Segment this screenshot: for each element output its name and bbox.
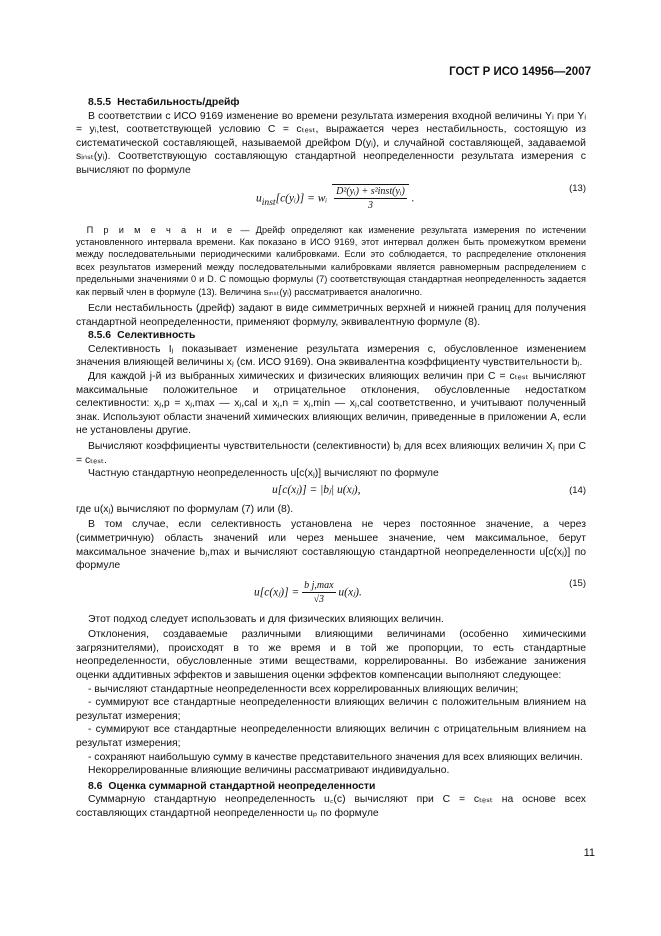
note <box>76 224 586 298</box>
section-heading-856 <box>76 329 586 343</box>
formula-expression <box>254 579 362 607</box>
fraction-denominator: √3 <box>313 594 325 606</box>
section-title: Селективность <box>117 330 196 342</box>
section-number: 8.6 <box>87 780 103 792</box>
fraction <box>334 185 407 213</box>
paragraph: Отклонения, создаваемые различными влияющими величинами (особенно химическими загрязнителями), происходят в то же время и в той же пропорции, то есть стандартные неопределенности, обусловленные этими веществами, коррелированны. Во избежание занижения оценки аддитивных эффектов и завышения оценки эффектов компенсации выполняют следующее: <box>76 629 586 682</box>
formula-lhs: u[c(xⱼ)] = <box>254 586 300 599</box>
formula-15 <box>76 575 586 609</box>
fraction <box>302 579 335 607</box>
section-heading-86 <box>76 780 586 794</box>
list-item: - вычисляют стандартные неопределенности всех коррелированных влияющих величин; <box>87 683 519 695</box>
fraction-numerator: b j,max <box>302 579 335 594</box>
list-item: - суммируют все стандартные неопределенности влияющих величин с положительным влиянием на результат измерения; <box>76 697 586 722</box>
paragraph: Этот подход следует использовать и для физических влияющих величин. <box>87 613 444 625</box>
fraction-denominator: 3 <box>367 200 373 212</box>
formula-expression <box>256 184 415 213</box>
equation-number: (14) <box>569 484 586 496</box>
note-label: П р и м е ч а н и е <box>86 224 235 235</box>
paragraph: Суммарную стандартную неопределенность u꜀(c) вычисляют при C = cₜₑₛₜ на основе всех составляющих стандартной неопределенности uₚ по формуле <box>76 794 586 819</box>
list-item: - сохраняют наибольшую сумму в качестве представительного значения для всех влияющих величин. <box>87 751 583 763</box>
paragraph: Частную стандартную неопределенность u[c(xⱼ)] вычисляют по формуле <box>87 468 439 480</box>
paragraph: Для каждой j-й из выбранных химических и физических влияющих величин при C = cₜₑₛₜ вычисляют максимальные положительное и отрицательное отклонения, обусловленные недостатком селективности: xⱼ,p = xⱼ,max — xⱼ,cal и xⱼ,n = xⱼ,min — xⱼ,cal соответственно, и учитывают полученный знак. Используют области значений химических влияющих величин, приведенные в приложении А, если не установлены другие. <box>76 370 586 437</box>
equation-number: (13) <box>569 182 586 194</box>
section-heading-855 <box>76 96 586 110</box>
section-number: 8.5.6 <box>87 330 112 342</box>
paragraph: Селективность Iⱼ показывает изменение результата измерения c, обусловленное изменением значения влияющей величины xⱼ (см. ИСО 9169). Она эквивалентна коэффициенту чувствительности bⱼ. <box>76 343 586 369</box>
sqrt-sign <box>332 184 409 213</box>
formula-lhs: u <box>256 192 262 205</box>
note-text: — Дрейф определяют как изменение результата измерения по истечении установленного интервала времени. Как показано в ИСО 9169, этот интервал должен быть промежутком времени между последовательными периодическими калибровками. Если это соблюдается, то распределение отклонения всех результатов измерений между последовательными калибровками является равномерным распределением с предельными значениями 0 и D. С помощью формулы (7) соответствующая стандартная неопределенность задается как первый член в формуле (13). Величина sᵢₙₛₜ(yᵢ) рассматривается аналогично. <box>76 224 586 297</box>
formula-lhs-tail: [c(yᵢ)] = wᵢ <box>275 192 328 205</box>
paragraph: В соответствии с ИСО 9169 изменение во времени результата измерения входной величины Yᵢ при Yᵢ = yᵢ,test, соответствующей условию C = cₜₑₛₜ, выражается через нестабильность, состоящую из систематической составляющей, называемой дрейфом D(yᵢ), и случайной составляющей, задаваемой sᵢₙₛₜ(yᵢ). Соответствующую составляющую стандартной неопределенности результата измерения c вычисляют по формуле <box>76 110 586 176</box>
section-number: 8.5.5 <box>87 97 112 108</box>
formula-lhs-sub: inst <box>261 196 276 208</box>
formula-13 <box>76 180 586 220</box>
paragraph: В том случае, если селективность установлена не через постоянное значение, а через (симметричную) область значений или через меньшее значение, чем максимальное, берут максимальное значение bⱼ,max и вычисляют составляющую стандартной неопределенности u[c(xⱼ)] по формуле <box>76 519 586 572</box>
document-body <box>76 96 586 821</box>
formula-tail: . <box>411 192 415 205</box>
formula-14 <box>76 482 586 500</box>
section-title: Оценка суммарной стандартной неопределенности <box>108 780 376 792</box>
paragraph: Если нестабильность (дрейф) задают в виде симметричных верхней и нижней границ для получения стандартной неопределенности, применяют формулу, эквивалентную формуле (8). <box>76 303 586 328</box>
list-item: - суммируют все стандартные неопределенности влияющих величин с отрицательным влиянием на результат измерения; <box>76 724 586 750</box>
paragraph: Вычисляют коэффициенты чувствительности (селективности) bⱼ для всех влияющих величин Xⱼ при C = cₜₑₛₜ. <box>76 440 586 466</box>
page-number: 11 <box>583 847 595 859</box>
paragraph: где u(xⱼ) вычисляют по формулам (7) или (8). <box>76 503 294 515</box>
fraction-numerator: D²(yᵢ) + s²inst(yᵢ) <box>334 185 407 200</box>
equation-number: (15) <box>569 577 586 589</box>
document-header: ГОСТ Р ИСО 14956—2007 <box>449 66 591 78</box>
formula-tail: u(xⱼ). <box>338 586 362 599</box>
paragraph: Некоррелированные влияющие величины рассматривают индивидуально. <box>87 765 450 777</box>
section-title: Нестабильность/дрейф <box>117 97 240 108</box>
formula-expression: u[c(xⱼ)] = |bⱼ| u(xⱼ), <box>272 483 361 496</box>
